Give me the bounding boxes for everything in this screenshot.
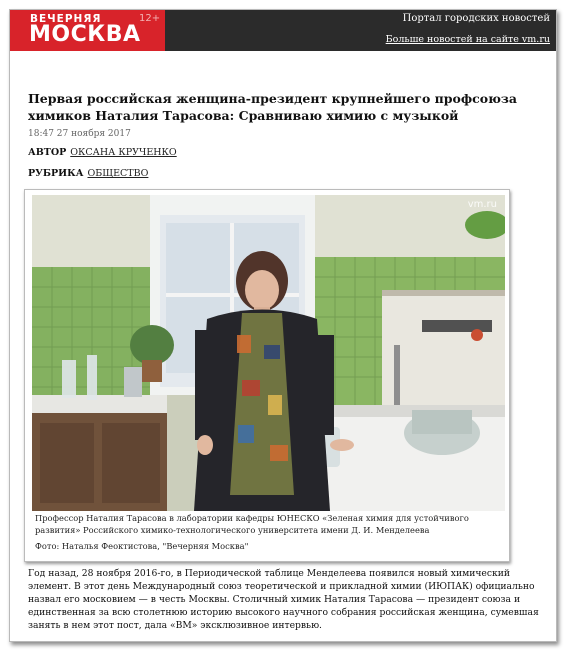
rubric-link[interactable]: ОБЩЕСТВО <box>87 168 149 179</box>
site-header <box>10 10 556 51</box>
site-logo[interactable] <box>10 10 165 51</box>
article-date: 18:47 27 ноября 2017 <box>28 129 131 139</box>
portal-label: Портал городских новостей <box>402 13 550 24</box>
article-photo <box>32 195 505 511</box>
article-figure <box>24 189 510 562</box>
photo-watermark: vm.ru <box>467 199 497 210</box>
rubric-label: РУБРИКА <box>28 168 84 179</box>
article-lead: Год назад, 28 ноября 2016-го, в Периодической таблице Менделеева появился новый химический элемент. В этот день Международный союз теоретической и прикладной химии (ИЮПАК) официально назвал его московием — в честь Москвы. Столичный химик Наталия Тарасова — президент союза и единственная за всю столетнюю историю высокого научного собрания российская женщина, сумевшая занять в нем этот пост, дала «ВМ» эксклюзивное интервью. <box>28 568 539 631</box>
rubric-line <box>28 168 148 179</box>
author-label: АВТОР <box>28 147 67 158</box>
article-title: Первая российская женщина-президент крупнейшего профсоюза химиков Наталия Тарасова: Сравниваю химию с музыкой <box>28 91 517 123</box>
age-rating-badge: 12+ <box>139 13 161 24</box>
logo-line2: МОСКВА <box>29 22 141 47</box>
photo-credit: Фото: Наталья Феоктистова, "Вечерняя Москва" <box>35 541 249 551</box>
more-news-link[interactable]: Больше новостей на сайте vm.ru <box>385 34 550 45</box>
article-card <box>9 9 557 642</box>
logo-line1: ВЕЧЕРНЯЯ <box>30 13 102 25</box>
author-link[interactable]: ОКСАНА КРУЧЕНКО <box>70 147 177 158</box>
photo-caption: Профессор Наталия Тарасова в лаборатории кафедры ЮНЕСКО «Зеленая химия для устойчивого развития» Российского химико-технологического университета имени Д. И. Менделеева <box>35 513 469 535</box>
author-line <box>28 147 177 158</box>
